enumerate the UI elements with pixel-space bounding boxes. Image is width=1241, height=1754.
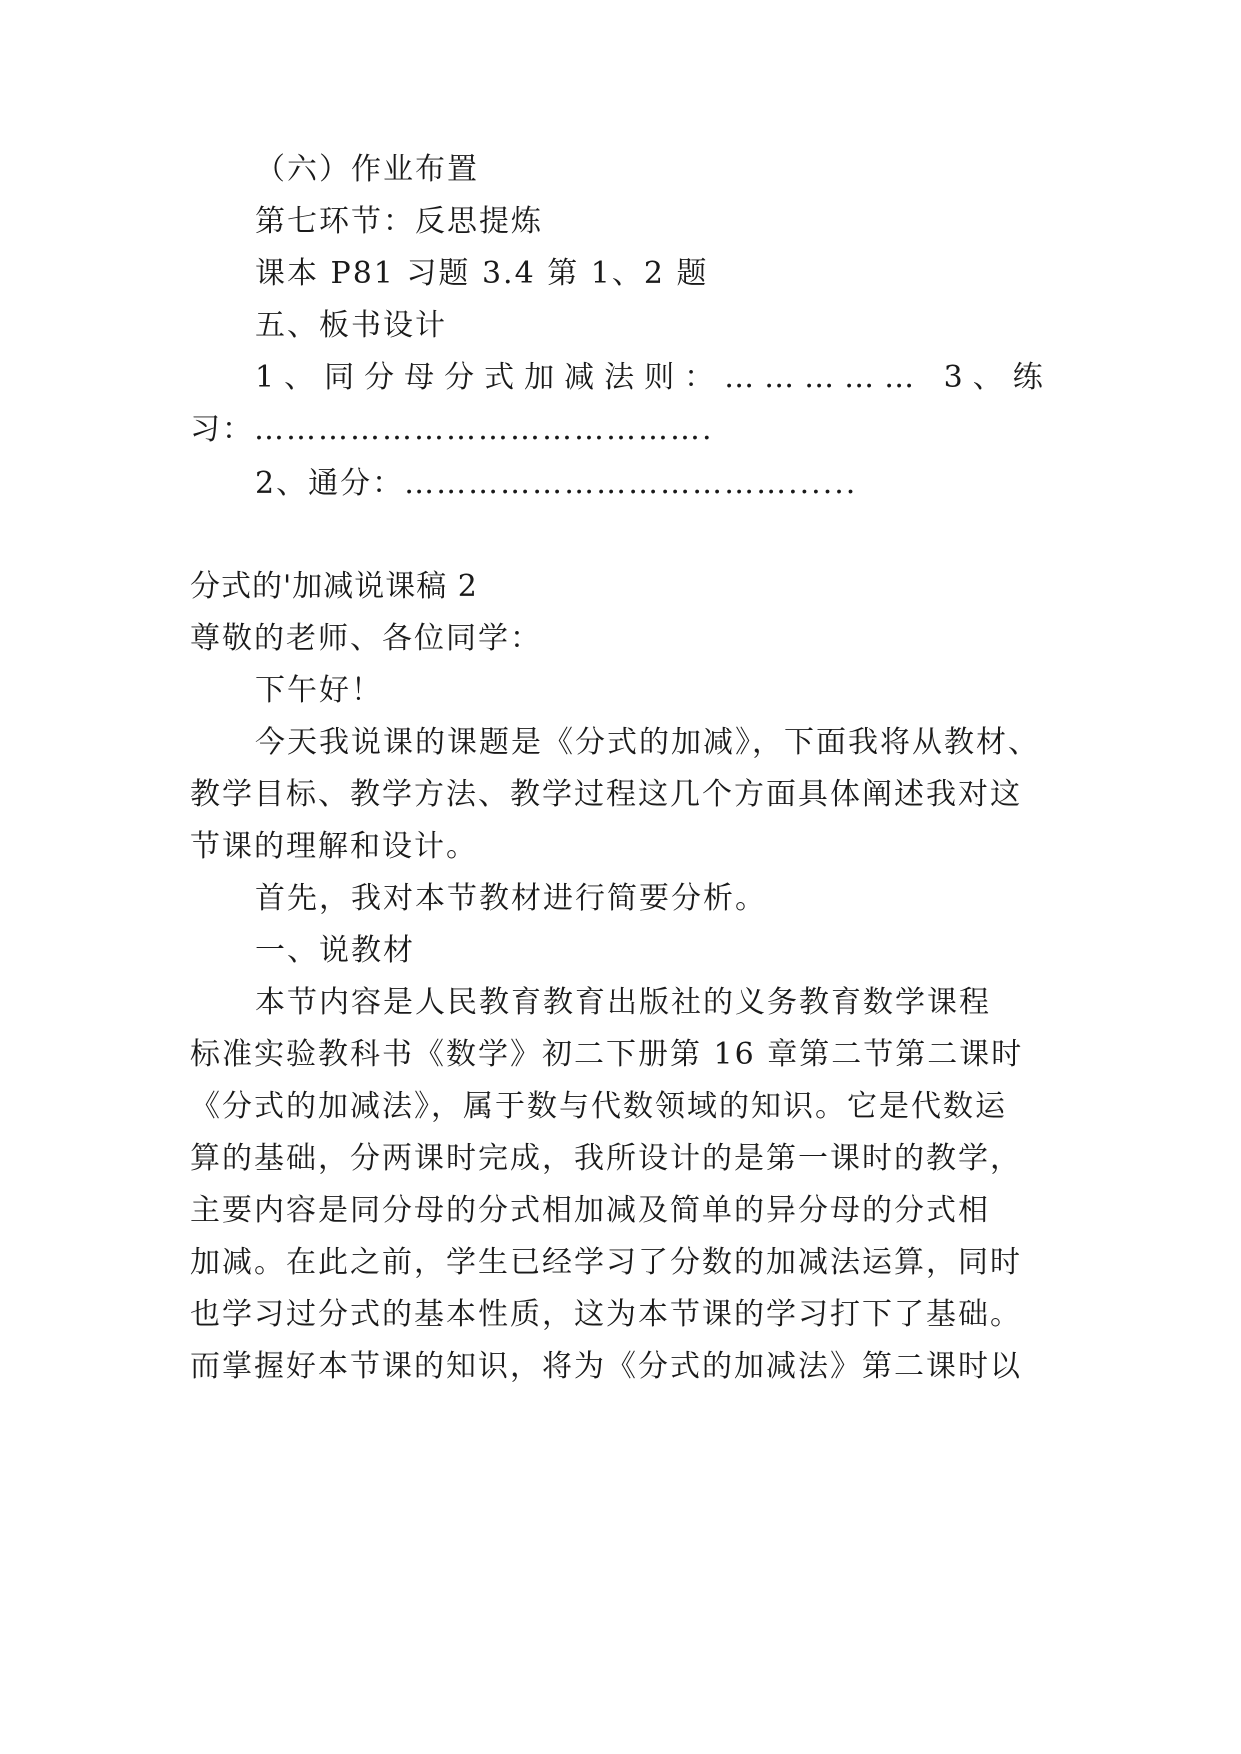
paragraph-line: 首先，我对本节教材进行简要分析。: [255, 881, 767, 916]
paragraph-line: 主要内容是同分母的分式相加减及简单的异分母的分式相: [190, 1193, 990, 1228]
document-title: 分式的'加减说课稿 2: [190, 569, 478, 604]
greeting-line: 尊敬的老师、各位同学：: [190, 621, 542, 656]
section-heading-textbook: 一、说教材: [255, 933, 415, 968]
paragraph-line: 教学目标、教学方法、教学过程这几个方面具体阐述我对这: [190, 777, 1022, 812]
paragraph-line: 而掌握好本节课的知识，将为《分式的加减法》第二课时以: [190, 1349, 1022, 1384]
paragraph-line: 加减。在此之前，学生已经学习了分数的加减法运算，同时: [190, 1245, 1022, 1280]
homework-heading: （六）作业布置: [255, 152, 479, 187]
paragraph-line: 算的基础，分两课时完成，我所设计的是第一课时的教学，: [190, 1141, 1022, 1176]
paragraph-line: 《分式的加减法》，属于数与代数领域的知识。它是代数运: [190, 1089, 1007, 1124]
board-design-heading: 五、板书设计: [255, 308, 447, 343]
textbook-exercise: 课本 P81 习题 3.4 第 1、2 题: [255, 256, 709, 291]
paragraph-line: 标准实验教科书《数学》初二下册第 16 章第二节第二课时: [190, 1037, 1024, 1072]
board-rule-line: 1、同分母分式加减法则：…………… 3、练: [255, 360, 1053, 395]
board-common-denominator-line: 2、通分：………………………………......: [255, 466, 858, 501]
paragraph-line: 本节内容是人民教育教育出版社的义务教育数学课程: [255, 985, 991, 1020]
step-seven-heading: 第七环节：反思提炼: [255, 204, 543, 239]
paragraph-line: 今天我说课的课题是《分式的加减》，下面我将从教材、: [255, 725, 1040, 760]
hello-line: 下午好！: [255, 673, 383, 708]
paragraph-line: 节课的理解和设计。: [190, 829, 478, 864]
board-practice-line: 习：…………………………………….: [190, 412, 714, 447]
paragraph-line: 也学习过分式的基本性质，这为本节课的学习打下了基础。: [190, 1297, 1022, 1332]
